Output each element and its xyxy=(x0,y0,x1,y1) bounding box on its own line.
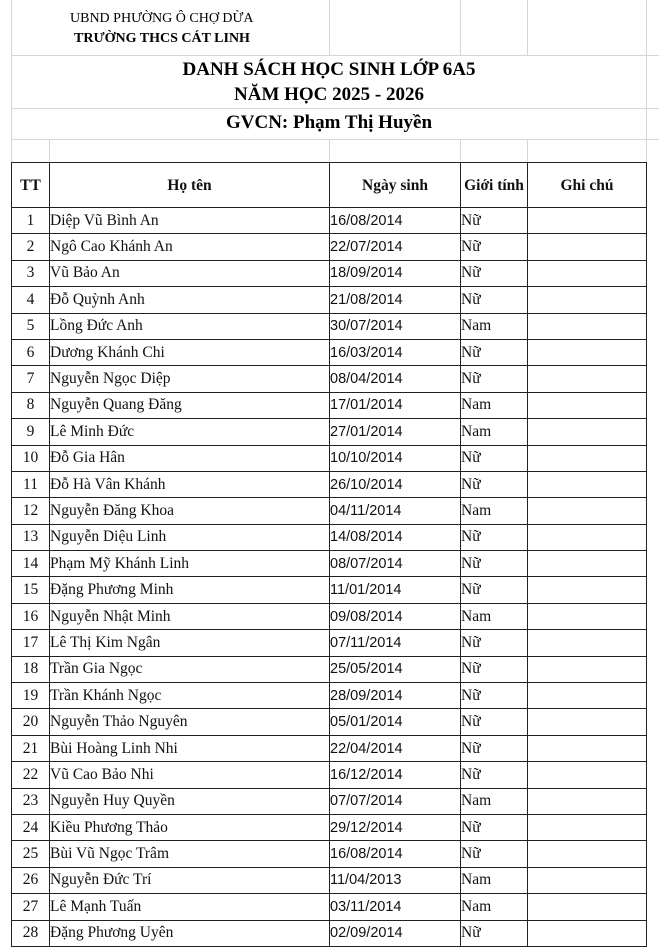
student-name: Nguyễn Huy Quyền xyxy=(50,788,330,814)
note xyxy=(528,524,647,550)
birth-date: 22/04/2014 xyxy=(330,735,461,761)
gender: Nữ xyxy=(461,762,528,788)
table-header-row xyxy=(12,163,647,208)
note xyxy=(528,366,647,392)
table-row xyxy=(12,287,647,313)
student-name: Đỗ Gia Hân xyxy=(50,445,330,471)
student-name: Nguyễn Diệu Linh xyxy=(50,524,330,550)
gender: Nam xyxy=(461,419,528,445)
table-row xyxy=(12,894,647,920)
note xyxy=(528,419,647,445)
row-number: 1 xyxy=(12,208,50,234)
note xyxy=(528,814,647,840)
student-name: Ngô Cao Khánh An xyxy=(50,234,330,260)
table-row xyxy=(12,683,647,709)
row-number: 28 xyxy=(12,920,50,946)
gender: Nữ xyxy=(461,683,528,709)
row-number: 14 xyxy=(12,551,50,577)
row-number: 6 xyxy=(12,339,50,365)
row-number: 5 xyxy=(12,313,50,339)
birth-date: 08/07/2014 xyxy=(330,551,461,577)
row-number: 24 xyxy=(12,814,50,840)
grid-line xyxy=(329,139,330,162)
birth-date: 04/11/2014 xyxy=(330,498,461,524)
table-row xyxy=(12,339,647,365)
row-number: 2 xyxy=(12,234,50,260)
gender: Nữ xyxy=(461,287,528,313)
gender: Nam xyxy=(461,313,528,339)
student-name: Bùi Hoàng Linh Nhi xyxy=(50,735,330,761)
school-year: NĂM HỌC 2025 - 2026 xyxy=(234,84,424,105)
table-row xyxy=(12,208,647,234)
note xyxy=(528,683,647,709)
birth-date: 11/01/2014 xyxy=(330,577,461,603)
row-number: 3 xyxy=(12,260,50,286)
column-header-dob: Ngày sinh xyxy=(330,163,461,208)
note xyxy=(528,788,647,814)
student-name: Nguyễn Thảo Nguyên xyxy=(50,709,330,735)
gender: Nữ xyxy=(461,841,528,867)
row-number: 12 xyxy=(12,498,50,524)
gender: Nữ xyxy=(461,471,528,497)
table-row xyxy=(12,392,647,418)
table-row xyxy=(12,234,647,260)
birth-date: 09/08/2014 xyxy=(330,603,461,629)
student-name: Kiều Phương Thảo xyxy=(50,814,330,840)
column-header-tt: TT xyxy=(12,163,50,208)
note xyxy=(528,867,647,893)
table-row xyxy=(12,551,647,577)
org-name-line2: TRƯỜNG THCS CÁT LINH xyxy=(74,31,250,46)
birth-date: 25/05/2014 xyxy=(330,656,461,682)
gender: Nam xyxy=(461,894,528,920)
table-row xyxy=(12,313,647,339)
table-row xyxy=(12,498,647,524)
gender: Nữ xyxy=(461,366,528,392)
gender: Nam xyxy=(461,392,528,418)
birth-date: 17/01/2014 xyxy=(330,392,461,418)
gender: Nữ xyxy=(461,814,528,840)
note xyxy=(528,498,647,524)
gender: Nữ xyxy=(461,709,528,735)
row-number: 7 xyxy=(12,366,50,392)
birth-date: 16/08/2014 xyxy=(330,841,461,867)
row-number: 10 xyxy=(12,445,50,471)
student-name: Đỗ Hà Vân Khánh xyxy=(50,471,330,497)
row-number: 18 xyxy=(12,656,50,682)
student-name: Trần Gia Ngọc xyxy=(50,656,330,682)
table-row xyxy=(12,260,647,286)
student-name: Lê Mạnh Tuấn xyxy=(50,894,330,920)
gender: Nam xyxy=(461,603,528,629)
table-row xyxy=(12,656,647,682)
table-row xyxy=(12,814,647,840)
birth-date: 05/01/2014 xyxy=(330,709,461,735)
student-name: Nguyễn Nhật Minh xyxy=(50,603,330,629)
gender: Nữ xyxy=(461,260,528,286)
row-number: 11 xyxy=(12,471,50,497)
student-name: Lê Thị Kim Ngân xyxy=(50,630,330,656)
note xyxy=(528,260,647,286)
table-row xyxy=(12,867,647,893)
row-number: 13 xyxy=(12,524,50,550)
note xyxy=(528,762,647,788)
birth-date: 26/10/2014 xyxy=(330,471,461,497)
row-number: 20 xyxy=(12,709,50,735)
table-row xyxy=(12,577,647,603)
row-number: 21 xyxy=(12,735,50,761)
note xyxy=(528,894,647,920)
grid-line xyxy=(49,139,50,162)
note xyxy=(528,339,647,365)
birth-date: 29/12/2014 xyxy=(330,814,461,840)
student-name: Nguyễn Đăng Khoa xyxy=(50,498,330,524)
column-header-name: Họ tên xyxy=(50,163,330,208)
student-name: Diệp Vũ Bình An xyxy=(50,208,330,234)
row-number: 17 xyxy=(12,630,50,656)
birth-date: 07/11/2014 xyxy=(330,630,461,656)
column-header-notes: Ghi chú xyxy=(528,163,647,208)
table-row xyxy=(12,471,647,497)
birth-date: 10/10/2014 xyxy=(330,445,461,471)
table-body xyxy=(12,208,647,947)
row-number: 16 xyxy=(12,603,50,629)
row-number: 27 xyxy=(12,894,50,920)
table-row xyxy=(12,419,647,445)
grid-line xyxy=(329,0,330,55)
table-row xyxy=(12,762,647,788)
gender: Nữ xyxy=(461,208,528,234)
student-name: Đặng Phương Uyên xyxy=(50,920,330,946)
row-number: 25 xyxy=(12,841,50,867)
gender: Nữ xyxy=(461,656,528,682)
table-row xyxy=(12,445,647,471)
note xyxy=(528,287,647,313)
table-row xyxy=(12,524,647,550)
student-name: Bùi Vũ Ngọc Trâm xyxy=(50,841,330,867)
note xyxy=(528,551,647,577)
row-number: 9 xyxy=(12,419,50,445)
note xyxy=(528,208,647,234)
grid-line xyxy=(11,0,12,162)
student-name: Lồng Đức Anh xyxy=(50,313,330,339)
org-name-line1: UBND PHƯỜNG Ô CHỢ DỪA xyxy=(70,11,254,26)
note xyxy=(528,392,647,418)
grid-line xyxy=(646,0,647,162)
gender: Nữ xyxy=(461,920,528,946)
birth-date: 02/09/2014 xyxy=(330,920,461,946)
gender: Nữ xyxy=(461,630,528,656)
grid-line xyxy=(527,139,528,162)
row-number: 8 xyxy=(12,392,50,418)
student-name: Nguyễn Quang Đăng xyxy=(50,392,330,418)
row-number: 26 xyxy=(12,867,50,893)
student-table xyxy=(11,162,647,947)
note xyxy=(528,234,647,260)
gender: Nữ xyxy=(461,735,528,761)
gender: Nữ xyxy=(461,234,528,260)
grid-line xyxy=(460,139,461,162)
birth-date: 30/07/2014 xyxy=(330,313,461,339)
student-name: Nguyễn Đức Trí xyxy=(50,867,330,893)
birth-date: 16/12/2014 xyxy=(330,762,461,788)
note xyxy=(528,471,647,497)
birth-date: 18/09/2014 xyxy=(330,260,461,286)
document-title: DANH SÁCH HỌC SINH LỚP 6A5 xyxy=(182,59,476,80)
gender: Nữ xyxy=(461,524,528,550)
gender: Nam xyxy=(461,867,528,893)
birth-date: 11/04/2013 xyxy=(330,867,461,893)
note xyxy=(528,603,647,629)
column-header-gender: Giới tính xyxy=(461,163,528,208)
student-name: Vũ Bảo An xyxy=(50,260,330,286)
table-row xyxy=(12,603,647,629)
birth-date: 03/11/2014 xyxy=(330,894,461,920)
birth-date: 21/08/2014 xyxy=(330,287,461,313)
table-row xyxy=(12,630,647,656)
student-name: Đỗ Quỳnh Anh xyxy=(50,287,330,313)
homeroom-teacher: GVCN: Phạm Thị Huyền xyxy=(225,112,433,133)
note xyxy=(528,630,647,656)
note xyxy=(528,313,647,339)
student-name: Trần Khánh Ngọc xyxy=(50,683,330,709)
student-name: Lê Minh Đức xyxy=(50,419,330,445)
note xyxy=(528,735,647,761)
gender: Nam xyxy=(461,498,528,524)
grid-line xyxy=(11,139,659,140)
table-row xyxy=(12,366,647,392)
birth-date: 16/08/2014 xyxy=(330,208,461,234)
table-row xyxy=(12,709,647,735)
birth-date: 16/03/2014 xyxy=(330,339,461,365)
note xyxy=(528,841,647,867)
student-name: Vũ Cao Bảo Nhi xyxy=(50,762,330,788)
note xyxy=(528,656,647,682)
row-number: 23 xyxy=(12,788,50,814)
row-number: 22 xyxy=(12,762,50,788)
birth-date: 28/09/2014 xyxy=(330,683,461,709)
gender: Nữ xyxy=(461,577,528,603)
table-row xyxy=(12,735,647,761)
birth-date: 07/07/2014 xyxy=(330,788,461,814)
grid-line xyxy=(460,0,461,55)
gender: Nữ xyxy=(461,339,528,365)
birth-date: 22/07/2014 xyxy=(330,234,461,260)
note xyxy=(528,920,647,946)
gender: Nữ xyxy=(461,445,528,471)
birth-date: 14/08/2014 xyxy=(330,524,461,550)
row-number: 19 xyxy=(12,683,50,709)
gender: Nữ xyxy=(461,551,528,577)
row-number: 15 xyxy=(12,577,50,603)
student-name: Dương Khánh Chi xyxy=(50,339,330,365)
student-name: Nguyễn Ngọc Diệp xyxy=(50,366,330,392)
student-name: Đặng Phương Minh xyxy=(50,577,330,603)
grid-line xyxy=(527,0,528,55)
table-row xyxy=(12,841,647,867)
student-name: Phạm Mỹ Khánh Linh xyxy=(50,551,330,577)
gender: Nam xyxy=(461,788,528,814)
note xyxy=(528,445,647,471)
grid-line xyxy=(11,55,659,56)
table-row xyxy=(12,788,647,814)
note xyxy=(528,577,647,603)
birth-date: 08/04/2014 xyxy=(330,366,461,392)
row-number: 4 xyxy=(12,287,50,313)
birth-date: 27/01/2014 xyxy=(330,419,461,445)
table-row xyxy=(12,920,647,946)
grid-line xyxy=(11,108,659,109)
note xyxy=(528,709,647,735)
